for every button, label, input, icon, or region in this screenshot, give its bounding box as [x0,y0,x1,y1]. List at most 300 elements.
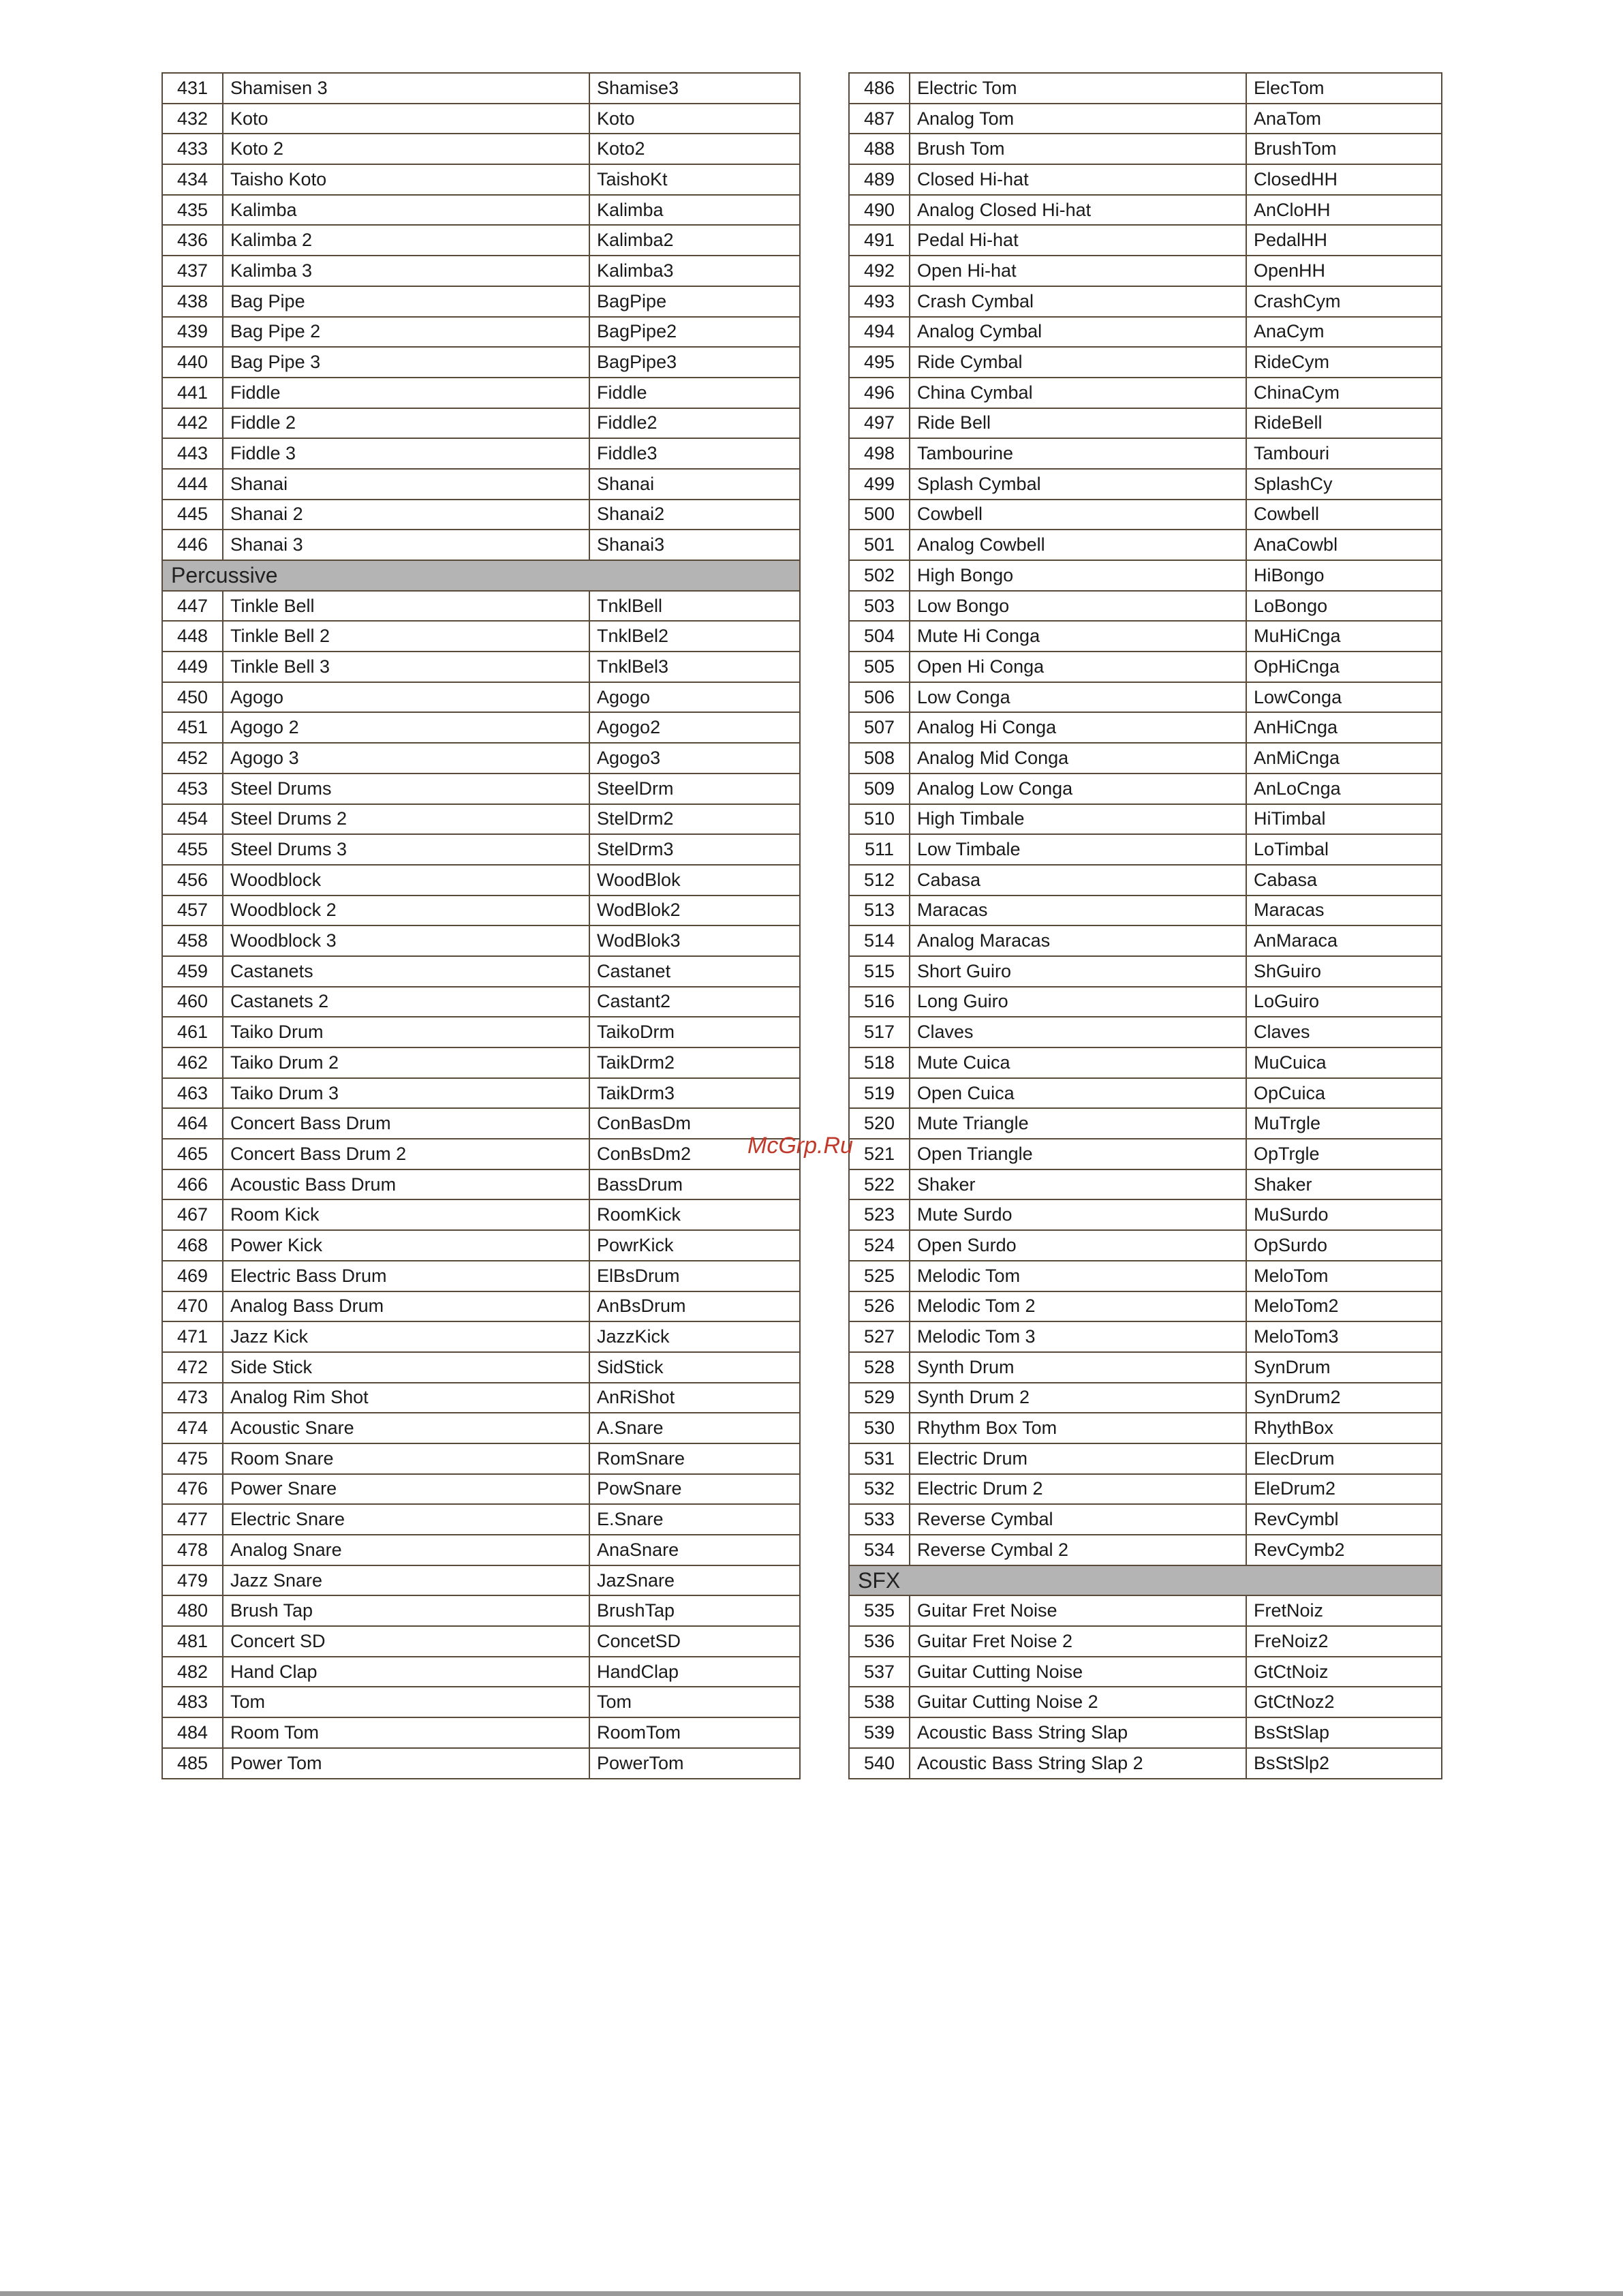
table-row [162,256,800,286]
voice-number: 451 [162,712,223,743]
table-row [162,1504,800,1535]
table-row [849,774,1442,804]
voice-short-name: FreNoiz2 [1246,1626,1442,1657]
table-row [849,1474,1442,1505]
voice-short-name: BsStSlap [1246,1717,1442,1748]
voice-short-name: OpTrgle [1246,1139,1442,1169]
voice-number: 528 [849,1352,910,1383]
voice-short-name: TaishoKt [589,164,800,195]
voice-short-name: BrushTom [1246,134,1442,164]
voice-short-name: Castant2 [589,987,800,1017]
voice-name: Taiko Drum 2 [223,1047,589,1078]
voice-short-name: Shanai2 [589,500,800,530]
table-row [849,1443,1442,1474]
voice-short-name: RevCymbl [1246,1504,1442,1535]
voice-number: 465 [162,1139,223,1169]
voice-short-name: Agogo3 [589,743,800,774]
voice-name: Concert Bass Drum [223,1108,589,1139]
voice-short-name: Koto2 [589,134,800,164]
voice-short-name: WoodBlok [589,865,800,896]
watermark: McGrp.Ru [747,1133,853,1159]
voice-short-name: Kalimba [589,195,800,226]
voice-name: Fiddle [223,378,589,408]
table-row [162,1657,800,1687]
table-row [849,286,1442,317]
table-row [849,1717,1442,1748]
voice-short-name: GtCtNoiz [1246,1657,1442,1687]
voice-name: Analog Hi Conga [910,712,1246,743]
voice-short-name: ConBasDm [589,1108,800,1139]
voice-short-name: Fiddle2 [589,408,800,439]
table-row [162,956,800,987]
voice-short-name: AnRiShot [589,1383,800,1413]
table-row [849,73,1442,104]
voice-name: Melodic Tom [910,1261,1246,1291]
voice-name: Bag Pipe [223,286,589,317]
table-row [162,1413,800,1443]
voice-number: 514 [849,925,910,956]
voice-number: 489 [849,164,910,195]
voice-name: Rhythm Box Tom [910,1413,1246,1443]
voice-name: Low Timbale [910,834,1246,865]
voice-name: Cabasa [910,865,1246,896]
voice-short-name: SplashCy [1246,469,1442,500]
voice-name: Analog Closed Hi-hat [910,195,1246,226]
voice-name: Melodic Tom 2 [910,1291,1246,1322]
voice-number: 512 [849,865,910,896]
voice-short-name: TaikoDrm [589,1017,800,1047]
table-row [849,469,1442,500]
table-row [849,164,1442,195]
voice-number: 454 [162,804,223,835]
table-row [162,500,800,530]
voice-number: 440 [162,347,223,378]
voice-number: 525 [849,1261,910,1291]
voice-number: 537 [849,1657,910,1687]
voice-number: 452 [162,743,223,774]
table-row [849,1230,1442,1261]
voice-short-name: RideBell [1246,408,1442,439]
voice-short-name: PedalHH [1246,225,1442,256]
voice-table-right-body [849,73,1442,1779]
voice-number: 527 [849,1321,910,1352]
voice-name: Short Guiro [910,956,1246,987]
table-row [162,317,800,348]
table-row [162,1199,800,1230]
voice-name: Analog Low Conga [910,774,1246,804]
section-title: Percussive [162,560,800,591]
table-row [849,225,1442,256]
voice-number: 500 [849,500,910,530]
voice-number: 529 [849,1383,910,1413]
voice-name: High Bongo [910,560,1246,591]
voice-number: 441 [162,378,223,408]
voice-name: Power Tom [223,1748,589,1779]
voice-short-name: BassDrum [589,1169,800,1200]
voice-name: Low Conga [910,682,1246,713]
table-row [849,1261,1442,1291]
voice-number: 534 [849,1535,910,1565]
voice-number: 513 [849,896,910,926]
voice-number: 491 [849,225,910,256]
voice-name: Open Cuica [910,1078,1246,1109]
voice-short-name: RoomTom [589,1717,800,1748]
voice-short-name: Maracas [1246,896,1442,926]
voice-name: Side Stick [223,1352,589,1383]
table-row [849,1595,1442,1626]
voice-number: 478 [162,1535,223,1565]
voice-short-name: JazzKick [589,1321,800,1352]
voice-name: China Cymbal [910,378,1246,408]
voice-name: Steel Drums 3 [223,834,589,865]
table-row [162,1139,800,1169]
voice-number: 431 [162,73,223,104]
table-row [849,712,1442,743]
voice-number: 443 [162,438,223,469]
voice-short-name: StelDrm2 [589,804,800,835]
table-row [162,652,800,682]
voice-name: Acoustic Snare [223,1413,589,1443]
voice-short-name: TaikDrm3 [589,1078,800,1109]
voice-name: Ride Bell [910,408,1246,439]
voice-short-name: ElecTom [1246,73,1442,104]
table-row [849,1657,1442,1687]
voice-name: Koto [223,104,589,134]
voice-short-name: SynDrum [1246,1352,1442,1383]
table-row [849,896,1442,926]
voice-name: Guitar Fret Noise [910,1595,1246,1626]
table-row [162,1565,800,1596]
table-row [849,438,1442,469]
table-row [162,774,800,804]
voice-table-left-body [162,73,800,1779]
voice-short-name: Koto [589,104,800,134]
voice-number: 456 [162,865,223,896]
voice-short-name: ElBsDrum [589,1261,800,1291]
voice-short-name: Agogo [589,682,800,713]
voice-number: 458 [162,925,223,956]
voice-number: 477 [162,1504,223,1535]
voice-short-name: LoTimbal [1246,834,1442,865]
voice-number: 539 [849,1717,910,1748]
table-row [162,1717,800,1748]
voice-short-name: HiTimbal [1246,804,1442,835]
voice-short-name: AnCloHH [1246,195,1442,226]
voice-short-name: TnklBel2 [589,621,800,652]
voice-number: 484 [162,1717,223,1748]
voice-name: Kalimba 2 [223,225,589,256]
voice-number: 499 [849,469,910,500]
voice-short-name: RoomKick [589,1199,800,1230]
voice-short-name: ChinaCym [1246,378,1442,408]
table-row [162,804,800,835]
table-row [849,1687,1442,1717]
voice-short-name: Fiddle3 [589,438,800,469]
voice-short-name: Kalimba2 [589,225,800,256]
voice-number: 442 [162,408,223,439]
voice-name: Maracas [910,896,1246,926]
voice-name: Open Surdo [910,1230,1246,1261]
voice-name: Jazz Snare [223,1565,589,1596]
voice-table-right [848,72,1442,1779]
voice-number: 471 [162,1321,223,1352]
table-row [162,195,800,226]
table-row [849,1626,1442,1657]
voice-short-name: TnklBel3 [589,652,800,682]
voice-number: 536 [849,1626,910,1657]
voice-name: Reverse Cymbal [910,1504,1246,1535]
voice-number: 526 [849,1291,910,1322]
table-row [849,804,1442,835]
voice-short-name: AnLoCnga [1246,774,1442,804]
voice-name: Shanai 2 [223,500,589,530]
table-row [849,1078,1442,1109]
voice-number: 533 [849,1504,910,1535]
table-row [849,834,1442,865]
voice-number: 432 [162,104,223,134]
voice-name: Analog Cymbal [910,317,1246,348]
voice-short-name: RideCym [1246,347,1442,378]
voice-name: Open Hi Conga [910,652,1246,682]
voice-number: 475 [162,1443,223,1474]
voice-name: Brush Tap [223,1595,589,1626]
voice-short-name: Castanet [589,956,800,987]
voice-short-name: OpCuica [1246,1078,1442,1109]
voice-short-name: LowConga [1246,682,1442,713]
table-row [162,834,800,865]
voice-short-name: OpSurdo [1246,1230,1442,1261]
voice-name: Analog Tom [910,104,1246,134]
voice-number: 503 [849,591,910,622]
voice-short-name: WodBlok3 [589,925,800,956]
voice-short-name: MuSurdo [1246,1199,1442,1230]
voice-number: 540 [849,1748,910,1779]
table-row [162,286,800,317]
voice-name: Closed Hi-hat [910,164,1246,195]
voice-number: 437 [162,256,223,286]
voice-short-name: ShGuiro [1246,956,1442,987]
voice-number: 523 [849,1199,910,1230]
table-row [849,1383,1442,1413]
voice-number: 449 [162,652,223,682]
voice-number: 481 [162,1626,223,1657]
voice-number: 511 [849,834,910,865]
voice-name: Taiko Drum 3 [223,1078,589,1109]
table-row [162,1626,800,1657]
voice-name: Fiddle 3 [223,438,589,469]
table-row [162,225,800,256]
table-row [162,1047,800,1078]
voice-short-name: RevCymb2 [1246,1535,1442,1565]
voice-number: 509 [849,774,910,804]
voice-short-name: PowerTom [589,1748,800,1779]
voice-short-name: MuCuica [1246,1047,1442,1078]
voice-name: Acoustic Bass String Slap 2 [910,1748,1246,1779]
voice-short-name: Tom [589,1687,800,1717]
voice-name: Melodic Tom 3 [910,1321,1246,1352]
voice-number: 462 [162,1047,223,1078]
voice-short-name: PowrKick [589,1230,800,1261]
voice-number: 480 [162,1595,223,1626]
voice-number: 464 [162,1108,223,1139]
table-row [849,1199,1442,1230]
table-row [849,1535,1442,1565]
voice-number: 444 [162,469,223,500]
voice-number: 507 [849,712,910,743]
voice-name: Tambourine [910,438,1246,469]
table-row [162,1321,800,1352]
voice-short-name: TaikDrm2 [589,1047,800,1078]
voice-name: Claves [910,1017,1246,1047]
table-row [849,1321,1442,1352]
voice-name: Taiko Drum [223,1017,589,1047]
voice-short-name: MeloTom2 [1246,1291,1442,1322]
table-row [849,347,1442,378]
voice-short-name: AnaTom [1246,104,1442,134]
table-row [849,256,1442,286]
voice-name: Analog Snare [223,1535,589,1565]
voice-name: Concert SD [223,1626,589,1657]
voice-short-name: ClosedHH [1246,164,1442,195]
voice-name: Mute Hi Conga [910,621,1246,652]
voice-name: Tom [223,1687,589,1717]
voice-short-name: TnklBell [589,591,800,622]
voice-number: 459 [162,956,223,987]
voice-short-name: LoBongo [1246,591,1442,622]
voice-short-name: A.Snare [589,1413,800,1443]
voice-number: 498 [849,438,910,469]
voice-short-name: BagPipe [589,286,800,317]
voice-name: Woodblock 2 [223,896,589,926]
table-row [849,195,1442,226]
voice-number: 495 [849,347,910,378]
section-header-row [162,560,800,591]
voice-number: 521 [849,1139,910,1169]
voice-number: 482 [162,1657,223,1687]
table-row [162,1748,800,1779]
voice-short-name: RomSnare [589,1443,800,1474]
table-row [162,1261,800,1291]
table-row [162,134,800,164]
voice-number: 522 [849,1169,910,1200]
voice-number: 466 [162,1169,223,1200]
voice-short-name: ConBsDm2 [589,1139,800,1169]
voice-short-name: Shanai [589,469,800,500]
voice-name: Room Snare [223,1443,589,1474]
table-row [162,1230,800,1261]
table-row [162,1352,800,1383]
voice-number: 506 [849,682,910,713]
table-row [849,743,1442,774]
voice-short-name: Shanai3 [589,530,800,560]
voice-name: Castanets [223,956,589,987]
voice-name: Bag Pipe 2 [223,317,589,348]
voice-short-name: E.Snare [589,1504,800,1535]
voice-number: 517 [849,1017,910,1047]
voice-short-name: OpHiCnga [1246,652,1442,682]
table-row [849,925,1442,956]
table-row [849,408,1442,439]
voice-name: Electric Bass Drum [223,1261,589,1291]
voice-name: Guitar Cutting Noise [910,1657,1246,1687]
voice-short-name: AnaSnare [589,1535,800,1565]
voice-number: 505 [849,652,910,682]
voice-name: Tinkle Bell [223,591,589,622]
voice-name: Fiddle 2 [223,408,589,439]
voice-name: Open Triangle [910,1139,1246,1169]
table-row [849,1504,1442,1535]
table-row [162,1078,800,1109]
table-row [162,1291,800,1322]
voice-name: Power Kick [223,1230,589,1261]
table-row [849,1352,1442,1383]
voice-name: Tinkle Bell 2 [223,621,589,652]
table-row [849,682,1442,713]
table-row [162,1474,800,1505]
table-row [162,896,800,926]
voice-name: Guitar Fret Noise 2 [910,1626,1246,1657]
voice-name: Open Hi-hat [910,256,1246,286]
voice-name: Hand Clap [223,1657,589,1687]
voice-short-name: ElecDrum [1246,1443,1442,1474]
voice-name: Analog Rim Shot [223,1383,589,1413]
voice-number: 479 [162,1565,223,1596]
voice-name: Castanets 2 [223,987,589,1017]
voice-short-name: GtCtNoz2 [1246,1687,1442,1717]
voice-number: 531 [849,1443,910,1474]
table-row [849,1413,1442,1443]
table-row [162,438,800,469]
table-row [162,347,800,378]
voice-number: 457 [162,896,223,926]
table-row [162,621,800,652]
voice-number: 518 [849,1047,910,1078]
table-row [849,1139,1442,1169]
table-row [849,865,1442,896]
voice-short-name: MuTrgle [1246,1108,1442,1139]
voice-number: 538 [849,1687,910,1717]
table-row [162,743,800,774]
voice-number: 492 [849,256,910,286]
voice-name: Electric Snare [223,1504,589,1535]
table-row [849,621,1442,652]
voice-number: 438 [162,286,223,317]
table-row [849,1291,1442,1322]
voice-number: 508 [849,743,910,774]
voice-short-name: MuHiCnga [1246,621,1442,652]
voice-short-name: CrashCym [1246,286,1442,317]
voice-short-name: AnMiCnga [1246,743,1442,774]
table-row [162,591,800,622]
voice-name: Acoustic Bass Drum [223,1169,589,1200]
bottom-divider [0,2291,1623,2296]
voice-name: Concert Bass Drum 2 [223,1139,589,1169]
voice-name: Woodblock 3 [223,925,589,956]
voice-name: Analog Bass Drum [223,1291,589,1322]
voice-table-left [161,72,801,1779]
voice-number: 469 [162,1261,223,1291]
voice-name: Shanai 3 [223,530,589,560]
voice-short-name: AnHiCnga [1246,712,1442,743]
voice-number: 445 [162,500,223,530]
voice-number: 493 [849,286,910,317]
voice-short-name: Cowbell [1246,500,1442,530]
voice-name: Analog Mid Conga [910,743,1246,774]
voice-number: 476 [162,1474,223,1505]
voice-name: Ride Cymbal [910,347,1246,378]
voice-number: 502 [849,560,910,591]
section-title: SFX [849,1565,1442,1596]
